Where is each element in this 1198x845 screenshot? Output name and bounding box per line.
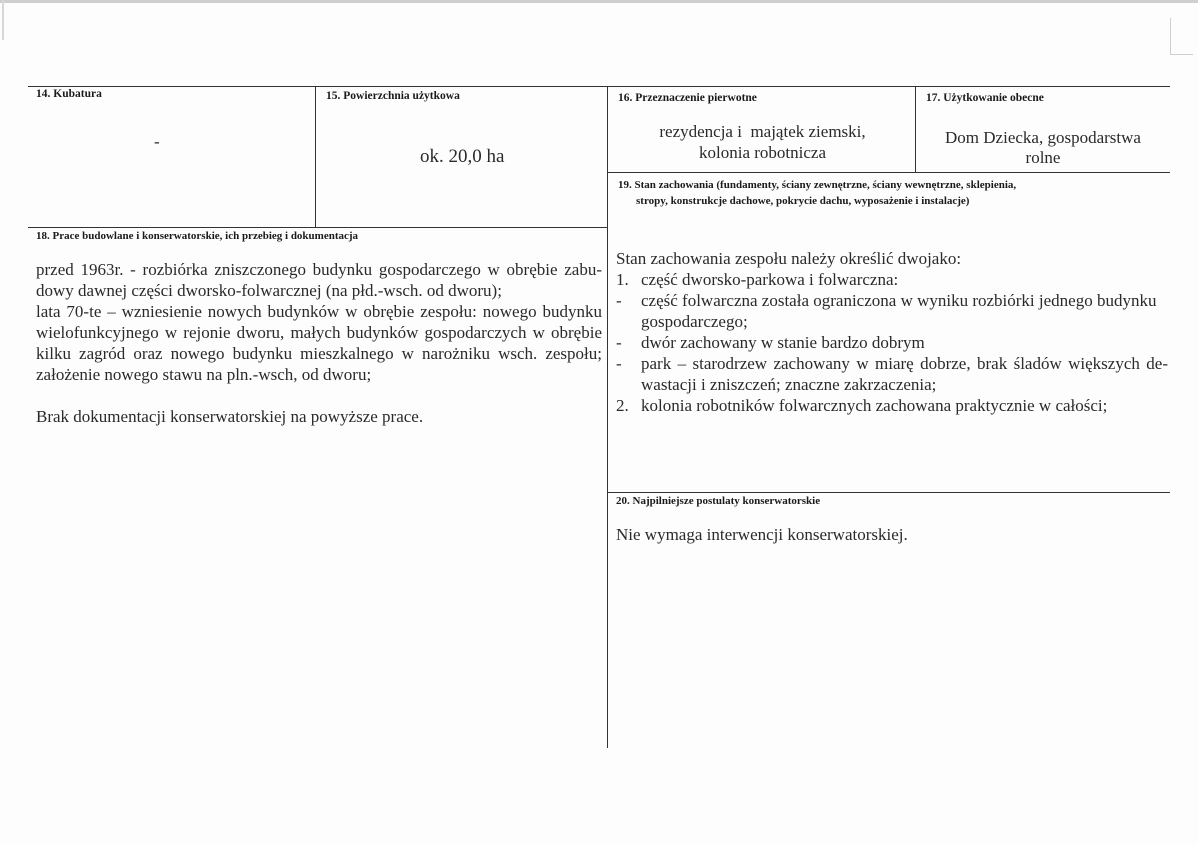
field-17-value-line1: Dom Dziecka, gospodarstwa [945,128,1141,147]
field-14-value: - [154,132,160,151]
field-19-label-line1: 19. Stan zachowania (fundamenty, ściany zewnętrzne, ściany wewnętrzne, sklepienia, [618,179,1017,191]
divider-f14-f15 [315,86,316,227]
field-19-intro: Stan zachowania zespołu należy określić dwojako: [616,249,962,268]
list-item [616,332,1168,353]
field-20-label: 20. Najpilniejsze postulaty konserwatorskie [616,495,821,507]
field-18-paragraph-2: lata 70-te – wzniesienie nowych budynków w obrębie zespołu: nowego budynku wielofunkcyjnego w rejonie dworu, małych budynków gospodarczych w obrębie kilku zagród oraz nowego budynku mieszkalnego w narożniku wsch. zespołu; założenie nowego stawu na pln.-wsch, od dworu; [36,302,602,384]
field-19-label-line2: stropy, konstrukcje dachowe, pokrycie dachu, wyposażenie i instalacje) [636,195,970,207]
list-item-text: część dworsko-parkowa i folwarczna: [641,270,899,289]
list-marker: 1. [616,270,629,289]
field-20-value: Nie wymaga interwencji konserwatorskiej. [616,525,908,544]
list-item-text: dwór zachowany w stanie bardzo dobrym [641,333,925,352]
list-item-text: kolonia robotników folwarcznych zachowana praktycznie w całości; [641,396,1108,415]
rule-under-f15 [28,227,607,228]
scan-edge-left [2,0,4,40]
list-marker: 2. [616,396,629,415]
list-item [616,395,1168,416]
field-16-label: 16. Przeznaczenie pierwotne [618,92,757,104]
field-18-label: 18. Prace budowlane i konserwatorskie, ich przebieg i dokumentacja [36,230,359,242]
field-16-value-line1: rezydencja i majątek ziemski, [659,122,866,141]
list-item-text: park – starodrzew zachowany w miarę dobrze, brak śladów większych de-wastacji i zniszczeń; znaczne zakrzaczenia; [641,354,1168,394]
scan-edge-top [0,0,1198,3]
corner-mark [1170,18,1193,55]
list-item [616,290,1168,332]
field-18-paragraph-3: Brak dokumentacji konserwatorskiej na powyższe prace. [36,407,424,426]
list-item [616,353,1168,395]
field-17-label: 17. Użytkowanie obecne [926,92,1044,104]
rule-above-f20 [607,492,1170,493]
list-item [616,269,1168,290]
field-18-body [36,259,602,427]
field-19-body [616,248,1168,416]
field-16-value-line2: kolonia robotnicza [699,143,826,162]
divider-center [607,86,608,748]
field-14-label: 14. Kubatura [36,88,102,100]
field-15-label: 15. Powierzchnia użytkowa [326,90,460,102]
rule-under-f16 [607,172,1170,173]
list-marker: - [616,333,622,352]
list-marker: - [616,354,622,373]
list-marker: - [616,291,622,310]
field-17-value-line2: rolne [1025,148,1061,167]
top-rule [28,86,1170,87]
field-18-paragraph-1: przed 1963r. - rozbiórka zniszczonego budynku gospodarczego w obrębie zabu-dowy dawnej części dworsko-folwarcznej (na płd.-wsch. od dworu); [36,260,602,300]
list-item-text: część folwarczna została ograniczona w wyniku rozbiórki jednego budynku gospodarczego; [641,291,1157,331]
field-15-value: ok. 20,0 ha [420,146,505,167]
